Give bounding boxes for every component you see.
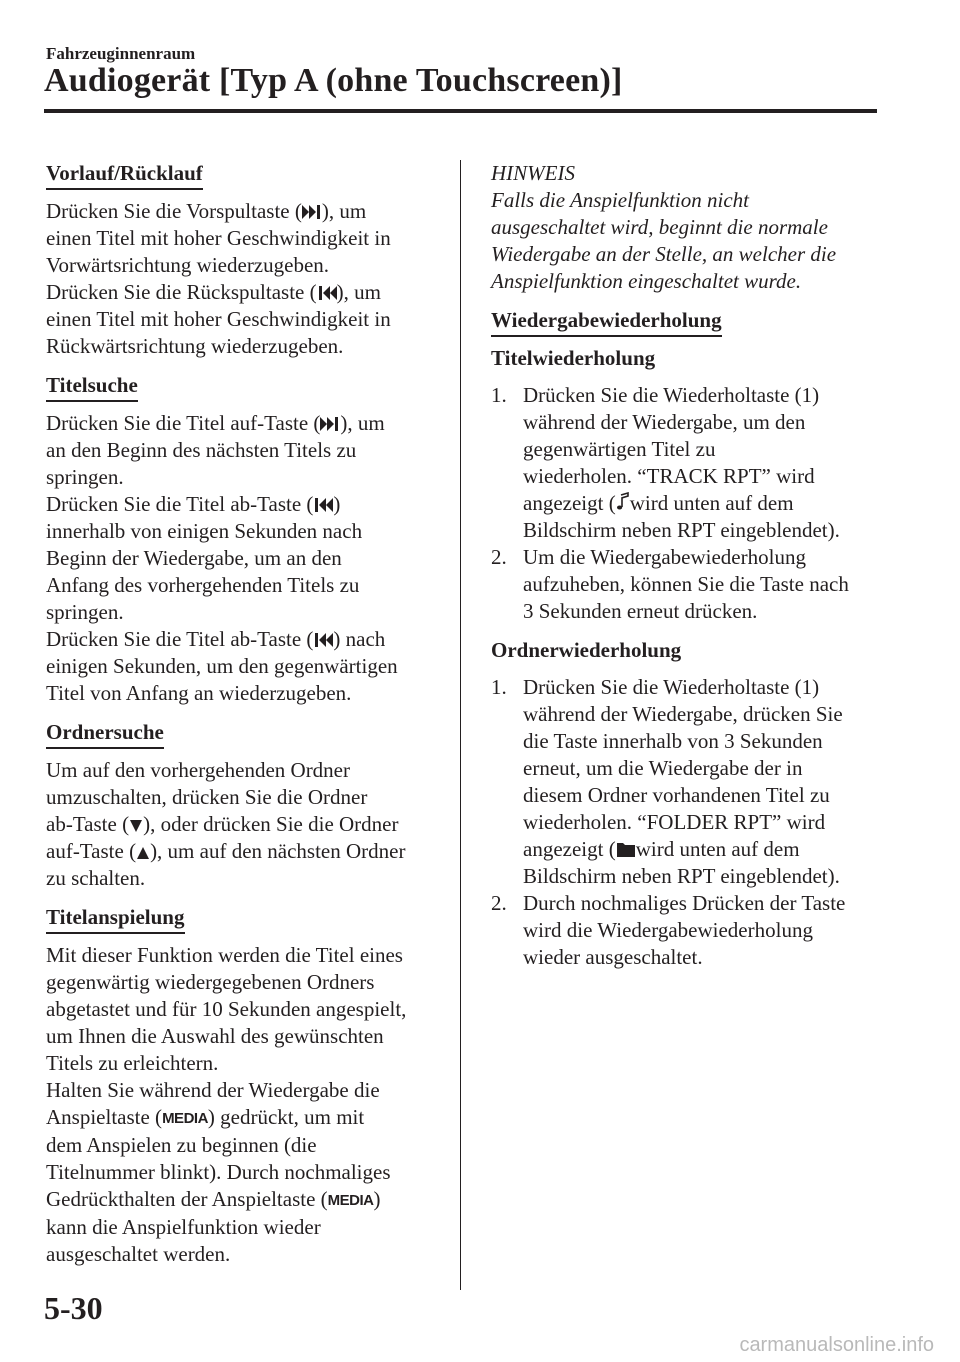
fast-forward-icon [302,204,322,220]
heading-ordnersuche: Ordnersuche [46,720,164,749]
triangle-down-icon [129,818,143,833]
watermark: carmanualsonline.info [739,1334,934,1356]
subheading-titelwiederholung: Titelwiederholung [491,346,656,370]
note-title: HINWEIS [491,161,575,185]
page-number: 5-30 [44,1290,103,1326]
triangle-up-icon [136,845,150,860]
list-item: 2. Um die Wiedergabewiederholung aufzuheben, können Sie die Taste nach 3 Sekunden erneut drücken. [491,545,849,623]
heading-wiedergabewiederholung: Wiedergabewiederholung [491,308,722,337]
paragraph: Um auf den vorhergehenden Ordner umzuschalten, drücken Sie die Ordner ab-Taste ( ), oder drücken Sie die Ordner auf-Taste ( ), um auf den nächsten Ordner zu schalten. [46,758,406,890]
title-rule [44,109,877,113]
page-title: Audiogerät [Typ A (ohne Touchscreen)] [44,62,623,99]
media-button-icon: MEDIA [162,1110,208,1127]
paragraph: Mit dieser Funktion werden die Titel eines gegenwärtig wiedergegebenen Ordners abgetastet und für 10 Sekunden angespielt, um Ihnen die Auswahl des gewünschten Titels zu erleichtern. Halten Sie während der Wiedergabe die Anspieltaste (MEDIA) gedrückt, um mit dem Anspielen zu beginnen (die Titelnummer blinkt). Durch nochmaliges Gedrückthalten der Anspieltaste (MEDIA) kann die Anspielfunktion wieder ausgeschaltet werden. [46,943,407,1266]
music-note-icon [616,492,630,512]
subheading-ordnerwiederholung: Ordnerwiederholung [491,638,682,662]
heading-titelsuche: Titelsuche [46,373,138,402]
list-item: 2. Durch nochmaliges Drücken der Taste wird die Wiedergabewiederholung wieder ausgeschaltet. [491,891,846,969]
section-label: Fahrzeuginnenraum [46,44,196,63]
right-column [491,160,891,983]
rewind-icon [313,497,333,513]
numbered-list [491,382,891,625]
list-item: 1. Drücken Sie die Wiederholtaste (1) während der Wiedergabe, um den gegenwärtigen Titel zu wiederholen. “TRACK RPT” wird angezeigt ( wird unten auf dem Bildschirm neben RPT eingeblendet). [491,383,840,542]
heading-titelanspielung: Titelanspielung [46,905,185,934]
rewind-icon [313,632,333,648]
paragraph: Drücken Sie die Vorspultaste ( ), um einen Titel mit hoher Geschwindigkeit in Vorwärtsrichtung wiederzugeben. Drücken Sie die Rückspultaste ( ), um einen Titel mit hoher Geschwindigkeit in Rückwärtsrichtung wiederzugeben. [46,199,391,358]
numbered-list [491,674,891,971]
note-block: HINWEIS Falls die Anspielfunktion nicht ausgeschaltet wird, beginnt die normale Wiedergabe an der Stelle, an welcher die Anspielfunktion eingeschaltet wurde. [491,160,891,295]
paragraph: Drücken Sie die Titel auf-Taste ( ), um an den Beginn des nächsten Titels zu springen. Drücken Sie die Titel ab-Taste ( ) innerhalb von einigen Sekunden nach Beginn der Wiedergabe, um an den Anfang des vorhergehenden Titels zu springen. Drücken Sie die Titel ab-Taste ( ) nach einigen Sekunden, um den gegenwärtigen Titel von Anfang an wiederzugeben. [46,411,398,705]
column-divider [460,160,461,1290]
fast-forward-icon [320,416,340,432]
folder-icon [616,840,636,858]
rewind-icon [317,285,337,301]
list-item: 1. Drücken Sie die Wiederholtaste (1) während der Wiedergabe, drücken Sie die Taste innerhalb von 3 Sekunden erneut, um die Wiedergabe der in diesem Ordner vorhandenen Titel zu wiederholen. “FOLDER RPT” wird angezeigt ( wird unten auf dem Bildschirm neben RPT eingeblendet). [491,675,843,888]
heading-vorlauf: Vorlauf/Rücklauf [46,161,203,190]
media-button-icon: MEDIA [327,1192,374,1209]
left-column [46,160,446,1280]
